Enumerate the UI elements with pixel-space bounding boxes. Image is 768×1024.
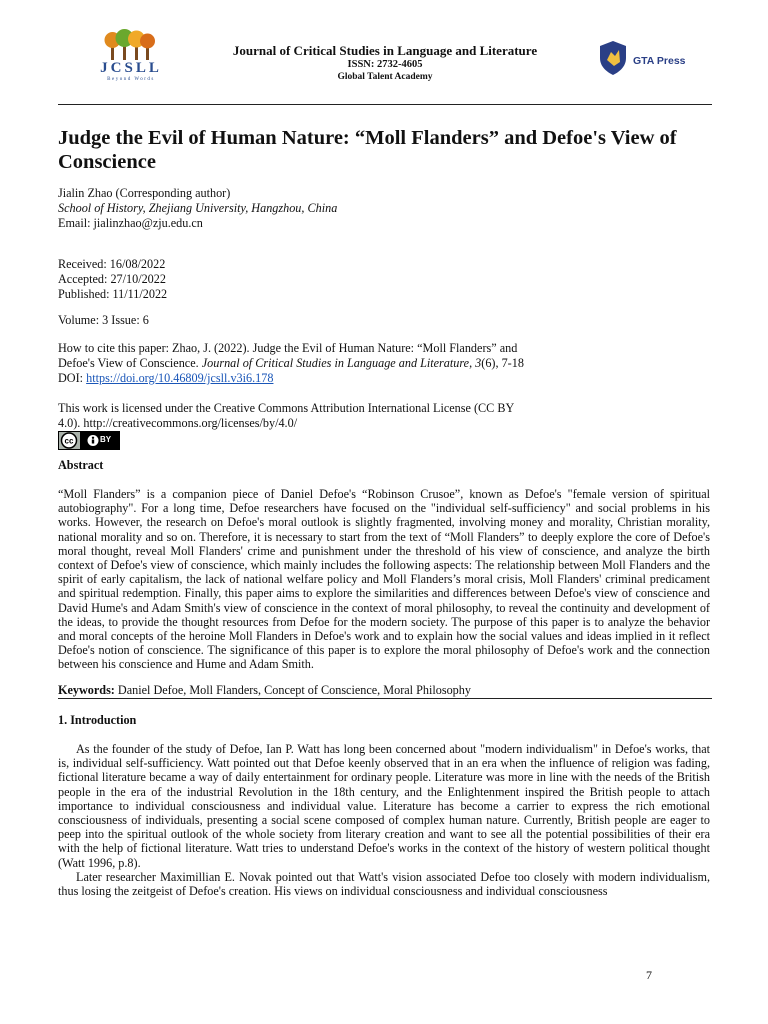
cc-badge-label: BY xyxy=(100,435,112,444)
received-date: Received: 16/08/2022 xyxy=(58,257,166,271)
svg-text:cc: cc xyxy=(64,436,74,446)
citation-block xyxy=(58,341,546,386)
journal-header xyxy=(200,43,570,83)
introduction-body xyxy=(58,742,710,898)
journal-name: Journal of Critical Studies in Language and Literature xyxy=(232,43,538,58)
citation-volume: 3 xyxy=(475,356,482,370)
dates-block xyxy=(58,257,358,302)
keywords-line xyxy=(58,683,710,698)
trees-icon xyxy=(88,28,174,62)
shield-icon xyxy=(598,40,628,76)
introduction-paragraph-1: As the founder of the study of Defoe, Ian P. Watt has long been concerned about "modern individualism" in Defoe's works, that is, individual self-sufficiency. Watt pointed out that Defoe keenly observed that in an era when the influence of religion was fading, fictional literature became a way of daily entertainment for ordinary people. Literature was more in line with the needs of the British people in the era of the industrial Revolution in the 18th century, and the Enlightenment inspired the British people to attach importance to individual consciousness and individual value. Literature has become a carrier to express the rich emotional consciousness of individuals, presenting a social scene composed of complex human nature. Currently, British people are eager to peep into the spiritual outlook of the whole society from literary creation and want to see all the potential possibilities of their era with the help of fictional literature. Watt tries to understand Defoe's works in the context of the history of western political thought (Watt 1996, p.8). xyxy=(58,742,710,870)
citation-text: How to cite this paper: Zhao, J. (2022). Judge the Evil of Human Nature: “Moll Flanders” and Defoe's View of Conscience. xyxy=(58,341,518,370)
introduction-heading: 1. Introduction xyxy=(58,713,137,727)
introduction-paragraph-2: Later researcher Maximillian E. Novak pointed out that Watt's vision associated Defoe too closely with modern individualism, thus losing the zeitgeist of Defoe's creation. His views on individual consciousness and individual consciousness xyxy=(58,869,710,899)
logo-text: JCSLL xyxy=(100,60,162,76)
abstract-text: “Moll Flanders” is a companion piece of Daniel Defoe's “Robinson Crusoe”, known as Defoe's "female version of spiritual autobiography". For a long time, Defoe researchers have focused on the "individual self-sufficiency" and social problems in his works. However, the research on Defoe's moral outlook is slightly fragmented, involving money and morality, Christian morality, national morality and so on. Therefore, it is necessary to start from the text of “Moll Flanders” to deeply explore the core of Defoe's moral thought, reveal Moll Flanders' crime and punishment under the threshold of his view of conscience, and analyze the birth context of Defoe's view of conscience, which mainly includes the following aspects: The relationship between Moll Flanders and the spirit of early capitalism, the lack of national welfare policy and Moll Flanders’s moral crisis, Moll Flanders' criminal predicament and spiritual redemption. Finally, this paper aims to explore the similarities and differences between Defoe's view of conscience and David Hume's and Adam Smith's view of conscience in the context of moral philosophy, to reveal the continuity and development of the ideas, to provide the thought resources from Defoe for the modern society. The purpose of this paper is to analyze the behavior and moral concepts of the heroine Moll Flanders in Defoe's work and to explain how the social values and ideas implied in it reflect Defoe's notion of conscience. The significance of this paper is to explore the moral philosophy of Defoe's work and the connection between his conscience and Hume and Adam Smith. xyxy=(58,487,710,672)
abstract-heading: Abstract xyxy=(58,458,104,472)
header-divider xyxy=(58,104,712,105)
author-affiliation: School of History, Zhejiang University, Hangzhou, China xyxy=(58,201,338,215)
author-block xyxy=(58,186,458,231)
volume-issue: Volume: 3 Issue: 6 xyxy=(58,313,149,327)
cc-by-badge[interactable] xyxy=(58,431,120,450)
keywords-label: Keywords: xyxy=(58,683,115,697)
keywords-text: Daniel Defoe, Moll Flanders, Concept of Conscience, Moral Philosophy xyxy=(114,683,471,697)
doi-link[interactable]: https://doi.org/10.46809/jcsll.v3i6.178 xyxy=(86,371,274,385)
citation-pages: (6), 7-18 DOI: xyxy=(58,356,524,385)
license-text: This work is licensed under the Creative Commons Attribution International License (CC BY 4.0). http://creativecommons.org/licenses/by/4.0/ xyxy=(58,401,514,430)
gta-press-text: GTA Press xyxy=(633,55,686,67)
article-title: Judge the Evil of Human Nature: “Moll Flanders” and Defoe's View of Conscience xyxy=(58,127,677,173)
accepted-date: Accepted: 27/10/2022 xyxy=(58,272,166,286)
citation-separator: , xyxy=(469,356,476,370)
author-name: Jialin Zhao (Corresponding author) xyxy=(58,186,231,200)
author-email: Email: jialinzhao@zju.edu.cn xyxy=(58,216,203,230)
citation-journal: Journal of Critical Studies in Language and Literature xyxy=(201,356,470,370)
journal-academy: Global Talent Academy xyxy=(337,72,433,82)
published-date: Published: 11/11/2022 xyxy=(58,287,168,301)
journal-issn: ISSN: 2732-4605 xyxy=(347,59,423,70)
keywords-divider xyxy=(58,698,712,699)
logo-tagline: Beyond Words xyxy=(107,77,155,82)
page-number: 7 xyxy=(646,968,652,982)
